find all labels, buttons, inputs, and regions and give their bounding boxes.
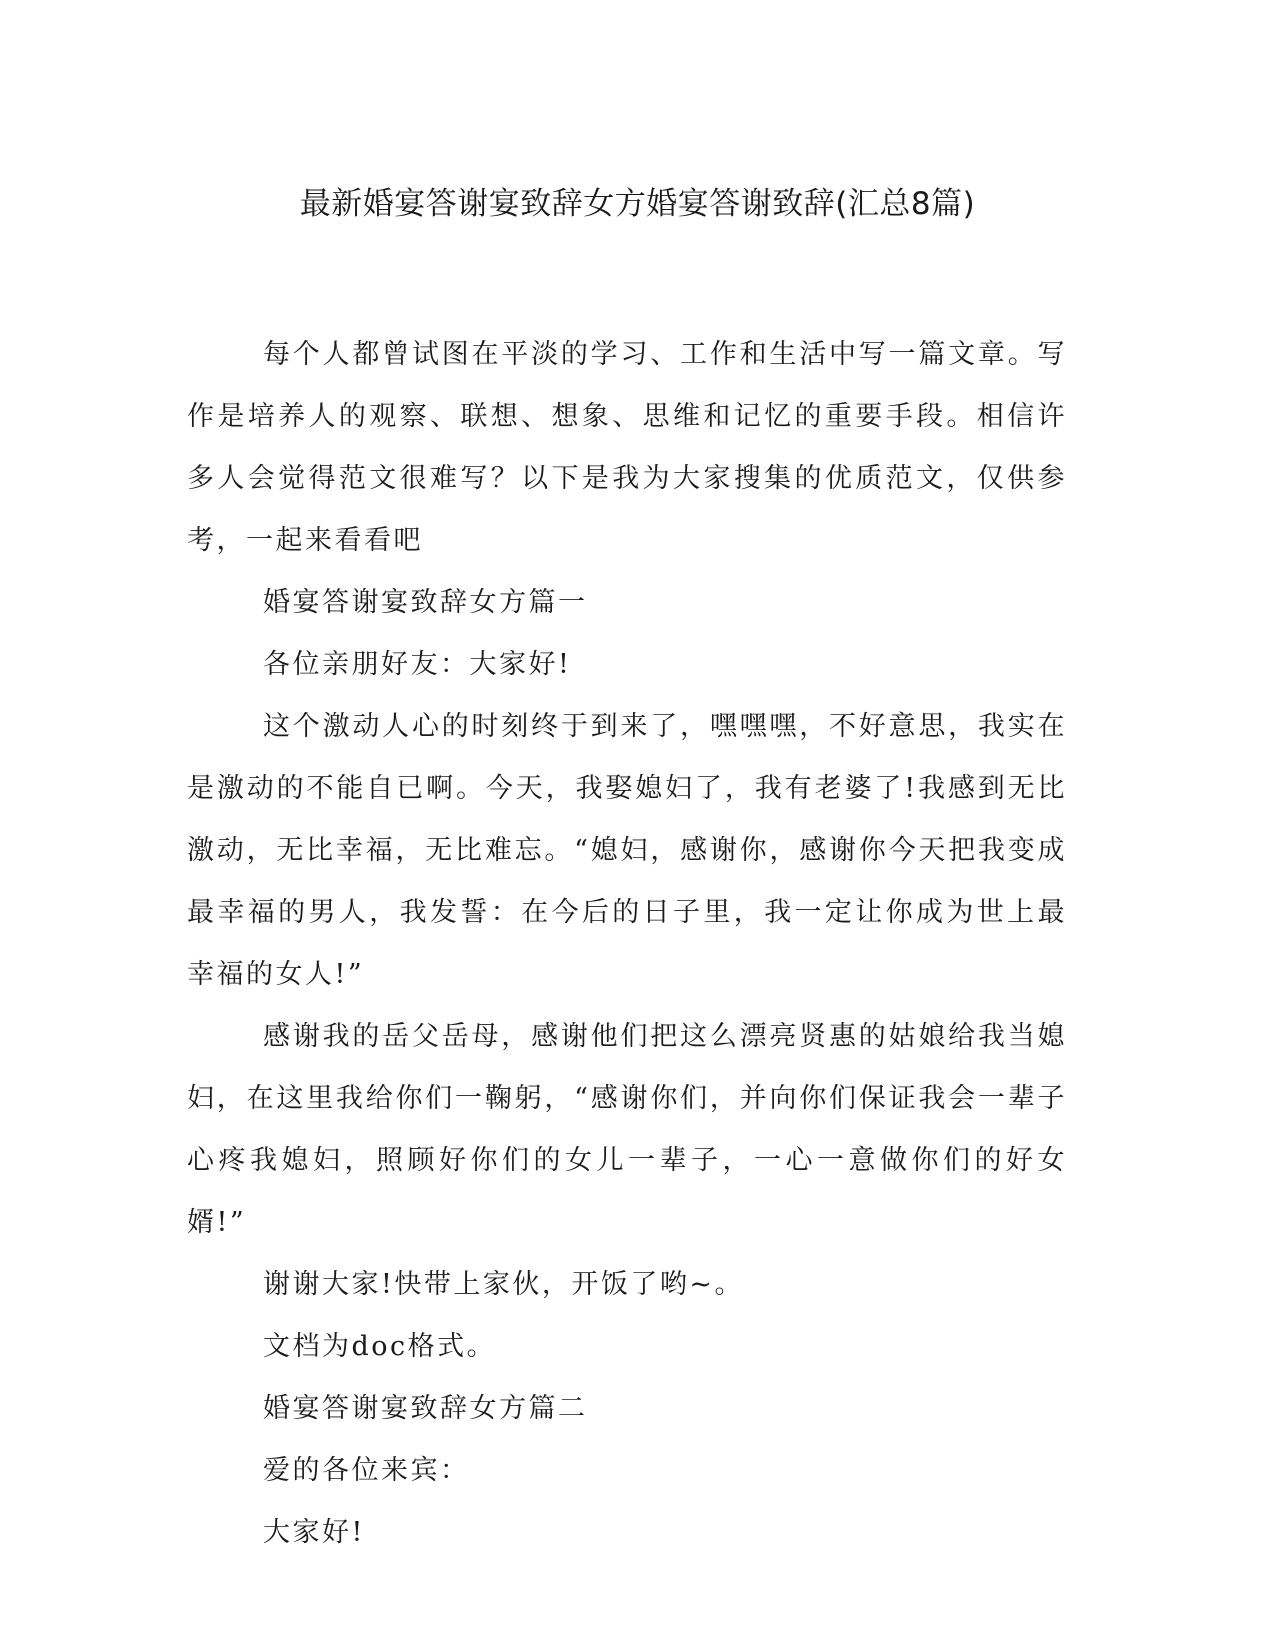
- section-heading-2: 婚宴答谢宴致辞女方篇二: [263, 1393, 588, 1424]
- greeting-paragraph: 各位亲朋好友：大家好!: [263, 649, 572, 680]
- document-body: [187, 324, 1067, 1564]
- document-title: 最新婚宴答谢宴致辞女方婚宴答谢致辞(汇总8篇): [299, 186, 976, 222]
- greeting-paragraph: 爱的各位来宾：: [263, 1455, 470, 1486]
- greeting-paragraph: 大家好!: [263, 1517, 365, 1548]
- section-heading-1: 婚宴答谢宴致辞女方篇一: [263, 587, 588, 618]
- format-note: 文档为doc格式。: [263, 1331, 497, 1362]
- body-paragraph: 这个激动人心的时刻终于到来了，嘿嘿嘿，不好意思，我实在是激动的不能自已啊。今天，我娶媳妇了，我有老婆了!我感到无比激动，无比幸福，无比难忘。“媳妇，感谢你，感谢你今天把我变成最幸福的男人，我发誓：在今后的日子里，我一定让你成为世上最幸福的女人!”: [187, 711, 1067, 990]
- body-paragraph: 谢谢大家!快带上家伙，开饭了哟~。: [263, 1269, 744, 1300]
- intro-paragraph: 每个人都曾试图在平淡的学习、工作和生活中写一篇文章。写作是培养人的观察、联想、想象、思维和记忆的重要手段。相信许多人会觉得范文很难写？以下是我为大家搜集的优质范文，仅供参考，一起来看看吧: [187, 339, 1067, 556]
- body-paragraph: 感谢我的岳父岳母，感谢他们把这么漂亮贤惠的姑娘给我当媳妇，在这里我给你们一鞠躬，“感谢你们，并向你们保证我会一辈子心疼我媳妇，照顾好你们的女儿一辈子，一心一意做你们的好女婿!”: [187, 1021, 1067, 1238]
